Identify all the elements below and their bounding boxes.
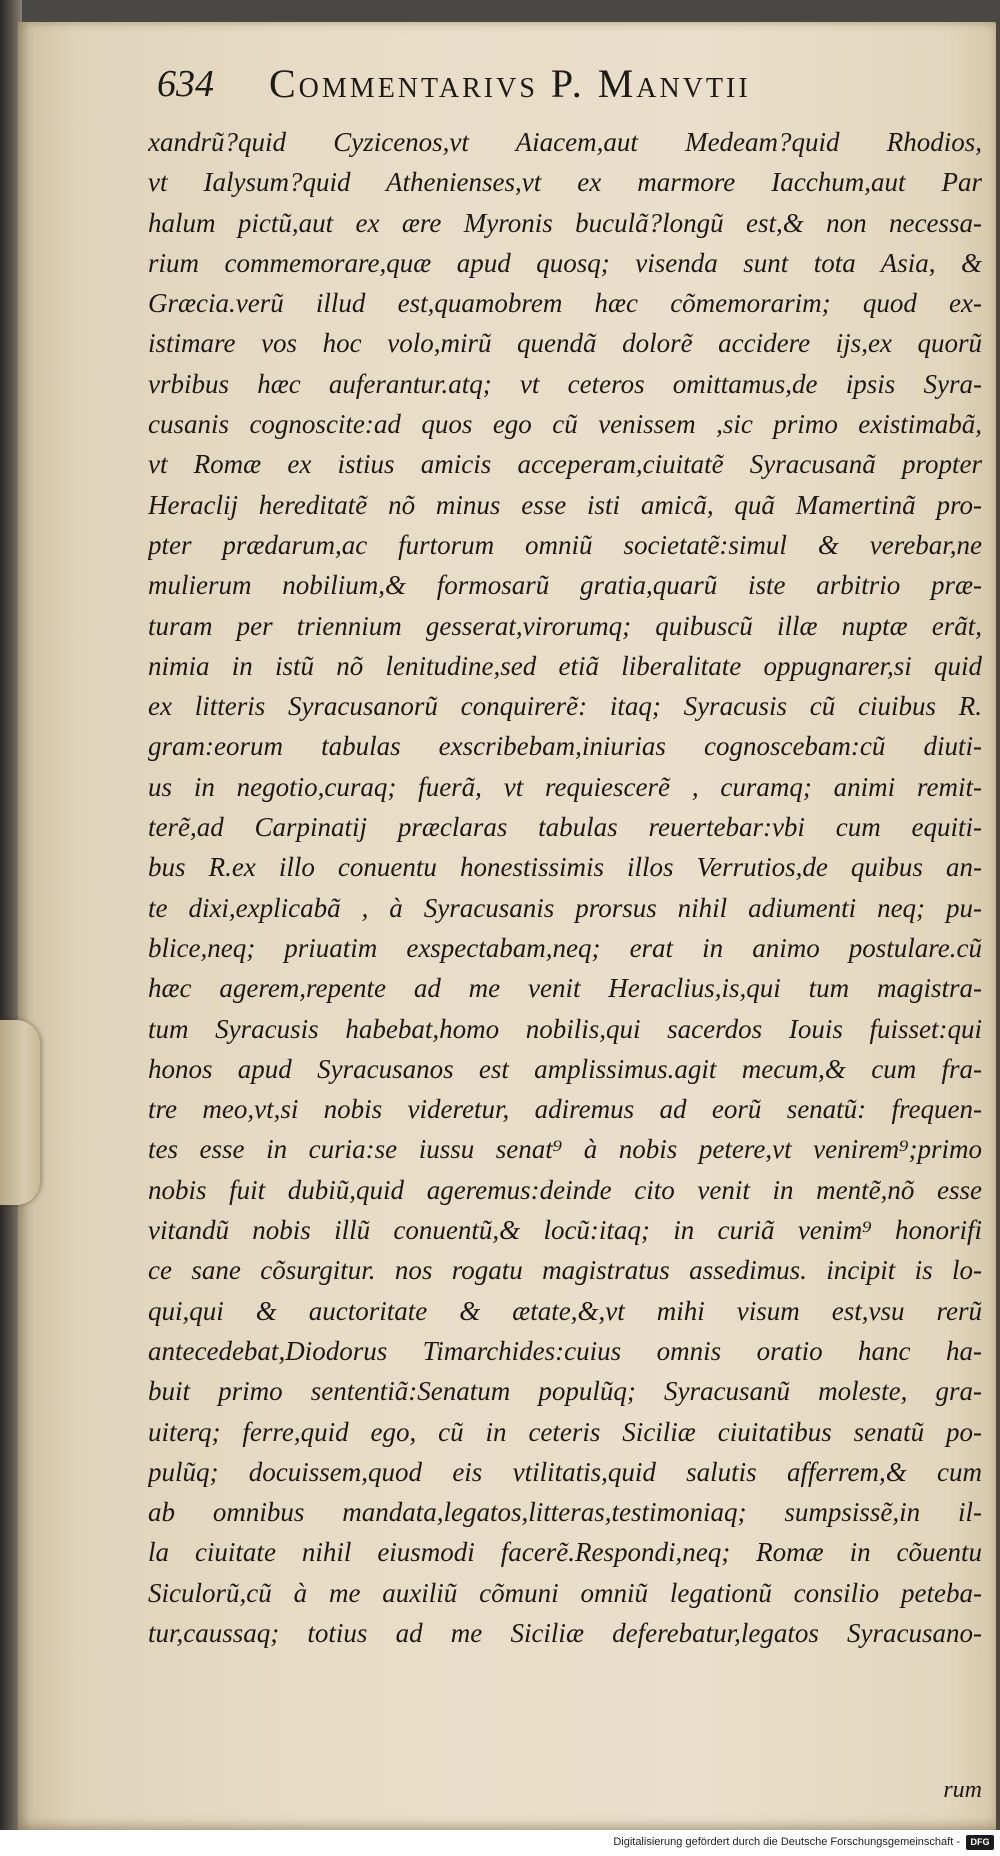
text-line: te dixi,explicabã , à Syracusanis prorsus nihil adiumenti neq; pu- xyxy=(148,892,982,923)
text-line: halum pictũ,aut ex ære Myronis buculã?longũ est,& non necessa- xyxy=(148,207,982,238)
text-line: nobis fuit dubiũ,quid ageremus:deinde cito venit in mentẽ,nõ esse xyxy=(148,1174,982,1205)
text-line: hæc agerem,repente ad me venit Heraclius,is,qui tum magistra- xyxy=(148,973,982,1004)
text-line: ab omnibus mandata,legatos,litteras,testimoniaq; sumpsissẽ,in il- xyxy=(148,1497,982,1528)
text-line: vrbibus hæc auferantur.atq; vt ceteros omittamus,de ipsis Syra- xyxy=(148,368,982,399)
text-line: bus R.ex illo conuentu honestissimis illos Verrutios,de quibus an- xyxy=(148,852,982,883)
text-line: honos apud Syracusanos est amplissimus.agit mecum,& cum fra- xyxy=(148,1053,982,1084)
text-line: turam per triennium gesserat,virorumq; quibuscũ illæ nuptæ erãt, xyxy=(148,610,982,641)
text-line: qui,qui & auctoritate & ætate,&,vt mihi visum est,vsu rerũ xyxy=(148,1295,982,1326)
text-line: pter prædarum,ac furtorum omniũ societatẽ:simul & verebar,ne xyxy=(148,529,982,560)
text-line: tum Syracusis habebat,homo nobilis,qui sacerdos Iouis fuisset:qui xyxy=(148,1013,982,1044)
text-line: la ciuitate nihil eiusmodi facerẽ.Respondi,neq; Romæ in cõuentu xyxy=(148,1537,982,1568)
text-line: tre meo,vt,si nobis videretur, adiremus ad eorũ senatũ: frequen- xyxy=(148,1094,982,1125)
text-line: mulierum nobilium,& formosarũ gratia,quarũ iste arbitrio præ- xyxy=(148,570,982,601)
text-line: ce sane cõsurgitur. nos rogatu magistratus assedimus. incipit is lo- xyxy=(148,1255,982,1286)
body-text xyxy=(148,122,982,1653)
text-line: cusanis cognoscite:ad quos ego cũ venissem ,sic primo existimabã, xyxy=(148,409,982,440)
dfg-logo: DFG xyxy=(966,1835,994,1850)
text-line: xandrũ?quid Cyzicenos,vt Aiacem,aut Medeam?quid Rhodios, xyxy=(148,127,982,157)
text-line: vt Romæ ex istius amicis acceperam,ciuitatẽ Syracusanã propter xyxy=(148,449,982,480)
page-header xyxy=(157,60,977,108)
text-line: vitandũ nobis illũ conuentũ,& locũ:itaq; in curiã venim⁹ honorifi xyxy=(148,1215,982,1246)
page-clasp xyxy=(0,1020,40,1205)
text-line: nimia in istũ nõ lenitudine,sed etiã liberalitate oppugnarer,si quid xyxy=(148,650,982,681)
text-line: Græcia.verũ illud est,quamobrem hæc cõmemorarim; quod ex- xyxy=(148,288,982,319)
text-line: istimare vos hoc volo,mirũ quendã dolorẽ accidere ijs,ex quorũ xyxy=(148,328,982,359)
footer-bar xyxy=(0,1830,1000,1856)
text-line: gram:eorum tabulas exscribebam,iniurias cognoscebam:cũ diuti- xyxy=(148,731,982,762)
text-line: Siculorũ,cũ à me auxiliũ cõmuni omniũ legationũ consilio peteba- xyxy=(148,1577,982,1608)
text-line: tur,caussaq; totius ad me Siciliæ deferebatur,legatos Syracusano- xyxy=(148,1617,982,1648)
text-line: rium commemorare,quæ apud quosq; visenda sunt tota Asia, & xyxy=(148,247,982,278)
text-line: terẽ,ad Carpinatij præclaras tabulas reuertebar:vbi cum equiti- xyxy=(148,812,982,843)
text-line: ex litteris Syracusanorũ conquirerẽ: itaq; Syracusis cũ ciuibus R. xyxy=(148,691,982,722)
text-line: Heraclij hereditatẽ nõ minus esse isti amicã, quã Mamertinã pro- xyxy=(148,489,982,520)
text-line: pulũq; docuissem,quod eis vtilitatis,quid salutis afferrem,& cum xyxy=(148,1456,982,1487)
funding-credit: Digitalisierung gefördert durch die Deutsche Forschungsgemeinschaft - xyxy=(613,1836,960,1848)
text-line: us in negotio,curaq; fuerã, vt requiescerẽ , curamq; animi remit- xyxy=(148,771,982,802)
text-line: buit primo sententiã:Senatum populũq; Syracusanũ moleste, gra- xyxy=(148,1376,982,1407)
text-line: uiterq; ferre,quid ego, cũ in ceteris Siciliæ ciuitatibus senatũ po- xyxy=(148,1416,982,1447)
running-head: Commentarivs P. Manvtii xyxy=(269,61,751,106)
catchword: rum xyxy=(943,1777,982,1803)
text-line: blice,neq; priuatim exspectabam,neq; erat in animo postulare.cũ xyxy=(148,932,982,963)
page-number: 634 xyxy=(157,63,214,105)
text-line: vt Ialysum?quid Athenienses,vt ex marmore Iacchum,aut Par xyxy=(148,167,982,198)
text-line: antecedebat,Diodorus Timarchides:cuius omnis oratio hanc ha- xyxy=(148,1335,982,1366)
text-line: tes esse in curia:se iussu senat⁹ à nobis petere,vt venirem⁹;primo xyxy=(148,1134,982,1165)
